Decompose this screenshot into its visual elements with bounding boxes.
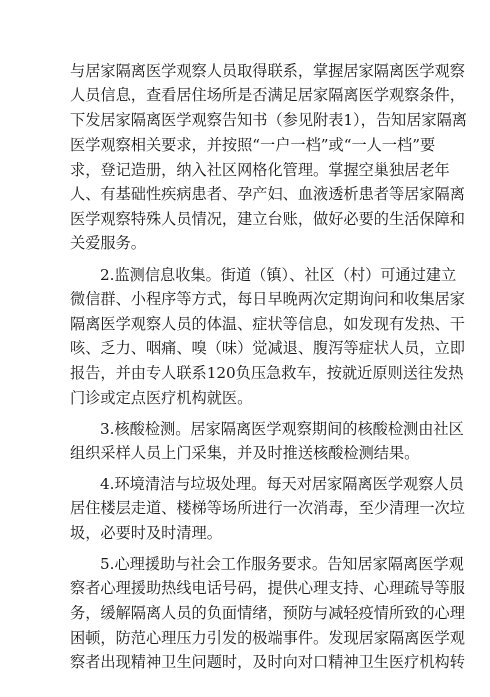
- body-text-line: 4.环境清洁与垃圾处理。每天对居家隔离医学观察人员: [100, 475, 464, 493]
- body-text-line: 察者出现精神卫生问题时，及时向对口精神卫生医疗机构转: [70, 653, 465, 671]
- body-text-line: 务，缓解隔离人员的负面情绪，预防与减轻疫情所致的心理: [70, 604, 465, 622]
- body-text-line: 门诊或定点医疗机构就医。: [70, 389, 253, 407]
- body-text-line: 5.心理援助与社会工作服务要求。告知居家隔离医学观: [100, 555, 464, 573]
- body-text-line: 下发居家隔离医学观察告知书（参见附表1），告知居家隔离: [70, 111, 467, 129]
- body-text-line: 医学观察特殊人员情况，建立台账，做好必要的生活保障和: [70, 210, 465, 228]
- body-text-line: 医学观察相关要求，并按照“一户一档”或“一人一档”要: [70, 136, 436, 154]
- body-text-line: 察者心理援助热线电话号码，提供心理支持、心理疏导等服: [70, 579, 465, 597]
- body-text-line: 人员信息，查看居住场所是否满足居家隔离医学观察条件，: [70, 86, 465, 104]
- body-text-line: 报告，并由专人联系120负压急救车，按就近原则送往发热: [70, 364, 464, 382]
- body-text-line: 关爱服务。: [70, 234, 146, 252]
- body-text-line: 居住楼层走道、楼梯等场所进行一次消毒，至少清理一次垃: [70, 499, 465, 517]
- body-text-line: 困顿，防范心理压力引发的极端事件。发现居家隔离医学观: [70, 629, 465, 647]
- body-text-line: 与居家隔离医学观察人员取得联系，掌握居家隔离医学观察: [70, 62, 465, 80]
- body-text-line: 2.监测信息收集。街道（镇）、社区（村）可通过建立: [100, 266, 457, 284]
- body-text-line: 求，登记造册，纳入社区网格化管理。掌握空巢独居老年: [70, 161, 450, 179]
- body-text-line: 组织采样人员上门采集，并及时推送核酸检测结果。: [70, 444, 420, 462]
- body-text-line: 人、有基础性疾病患者、孕产妇、血液透析患者等居家隔离: [70, 185, 465, 203]
- body-text-line: 咳、乏力、咽痛、嗅（味）觉减退、腹泻等症状人员，立即: [70, 339, 465, 357]
- body-text-line: 3.核酸检测。居家隔离医学观察期间的核酸检测由社区: [100, 420, 464, 438]
- body-text-line: 微信群、小程序等方式，每日早晚两次定期询问和收集居家: [70, 290, 465, 308]
- body-text-line: 圾，必要时及时清理。: [70, 524, 222, 542]
- body-text-line: 隔离医学观察人员的体温、症状等信息，如发现有发热、干: [70, 315, 465, 333]
